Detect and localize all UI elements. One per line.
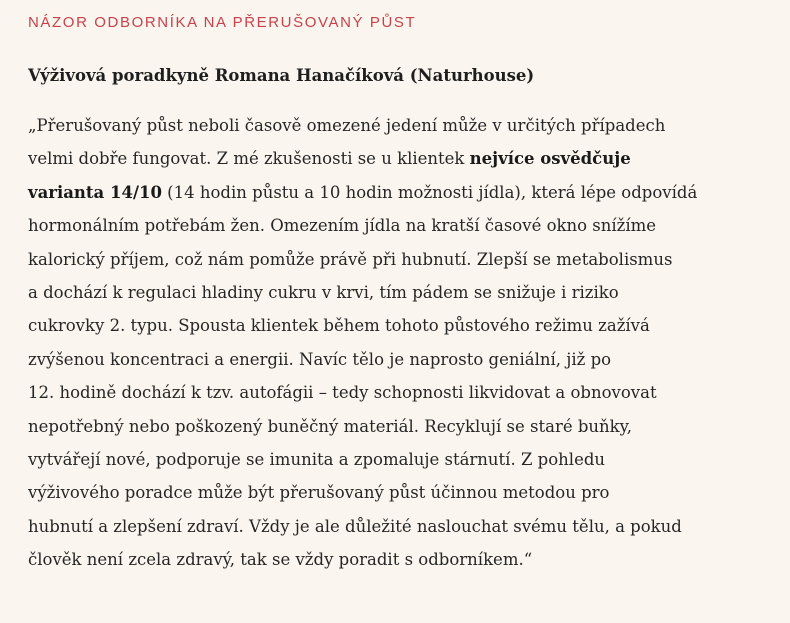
quote-line: hormonálním potřebám žen. Omezením jídla na kratší časové okno snížíme — [28, 216, 657, 236]
quote-line: a dochází k regulaci hladiny cukru v krvi, tím pádem se snižuje i riziko — [28, 283, 619, 303]
expert-author: Výživová poradkyně Romana Hanačíková (Naturhouse) — [28, 66, 535, 85]
quote-highlight: nejvíce osvědčuje — [469, 149, 631, 169]
quote-line: „Přerušovaný půst neboli časově omezené jedení může v určitých případech — [28, 116, 666, 135]
quote-line: zvýšenou koncentraci a energii. Navíc tělo je naprosto geniální, již po — [28, 349, 612, 369]
quote-line: nepotřebný nebo poškozený buněčný materiál. Recyklují se staré buňky, — [28, 416, 633, 436]
section-kicker: NÁZOR ODBORNÍKA NA PŘERUŠOVANÝ PŮST — [28, 14, 417, 31]
quote-line: člověk není zcela zdravý, tak se vždy poradit s odborníkem.“ — [28, 550, 533, 570]
quote-text: (14 hodin půstu a 10 hodin možnosti jídla), která lépe odpovídá — [161, 182, 698, 202]
quote-highlight: varianta 14/10 — [28, 182, 162, 202]
quote-line: cukrovky 2. typu. Spousta klientek během tohoto půstového režimu zažívá — [28, 316, 650, 336]
quote-line: 12. hodině dochází k tzv. autofágii – tedy schopnosti likvidovat a obnovovat — [28, 383, 657, 403]
quote-line: výživového poradce může být přerušovaný půst účinnou metodou pro — [28, 483, 610, 503]
quote-line: vytvářejí nové, podporuje se imunita a zpomaluje stárnutí. Z pohledu — [28, 450, 606, 470]
quote-line — [28, 176, 773, 209]
expert-quote — [28, 109, 773, 577]
quote-text: velmi dobře fungovat. Z mé zkušenosti se u klientek — [28, 149, 470, 169]
quote-line: hubnutí a zlepšení zdraví. Vždy je ale důležité naslouchat svému tělu, a pokud — [28, 516, 682, 536]
quote-line — [28, 142, 773, 175]
quote-line: kalorický příjem, což nám pomůže právě při hubnutí. Zlepší se metabolismus — [28, 249, 673, 269]
